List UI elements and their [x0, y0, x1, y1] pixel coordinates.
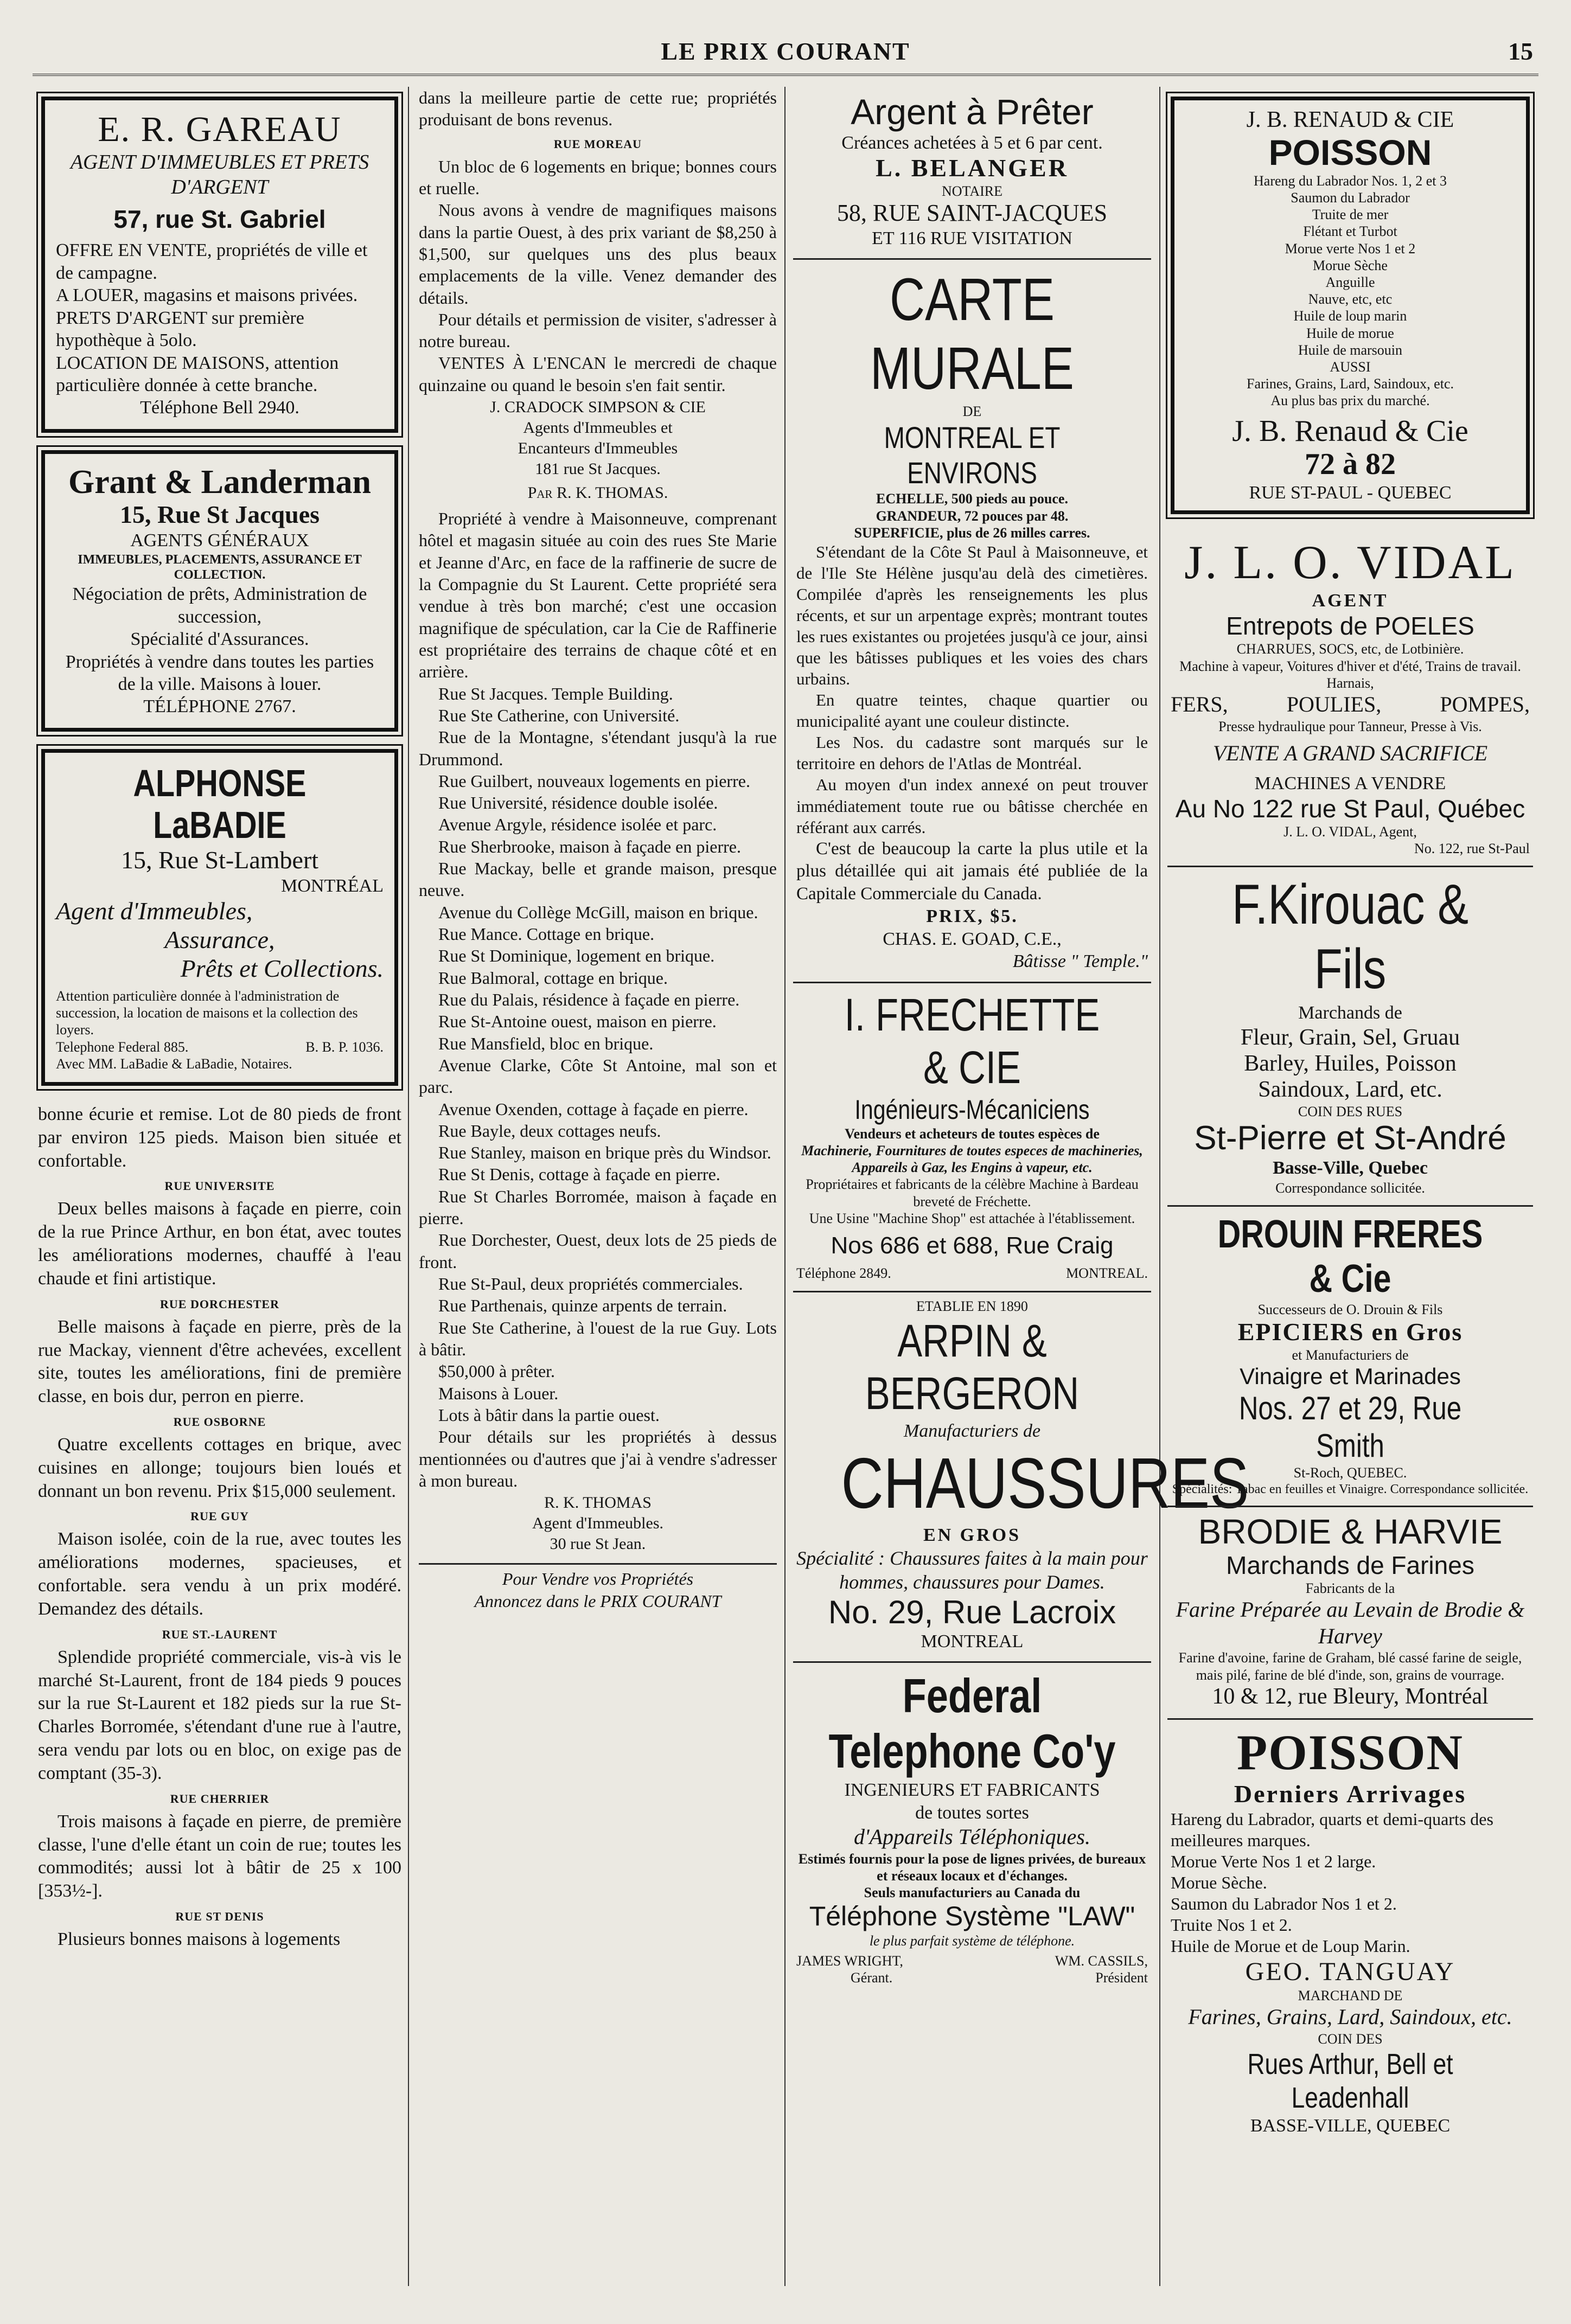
- tanguay-derniers: Derniers Arrivages: [1234, 1780, 1467, 1808]
- arpin-manufacturiers: Manufacturiers de: [903, 1420, 1041, 1441]
- property-list-item: Rue Sherbrooke, maison à façade en pierre.: [438, 836, 741, 856]
- property-list-item: $50,000 à prêter.: [438, 1361, 555, 1381]
- section-heading: RUE OSBORNE: [173, 1414, 266, 1429]
- grant-services: IMMEUBLES, PLACEMENTS, ASSURANCE ET COLLECTION.: [78, 552, 362, 582]
- renaud-ad: [1171, 97, 1530, 514]
- kirouac-line: Fleur, Grain, Sel, Gruau: [1240, 1025, 1460, 1050]
- tanguay-product-list: [1171, 1809, 1530, 1957]
- thomas-property-list: [419, 683, 777, 1492]
- renaud-product: Saumon du Labrador: [1291, 190, 1410, 206]
- federal-line: Estimés fournis pour la pose de lignes privées, de bureaux et réseaux locaux et d'échanges.: [798, 1851, 1146, 1884]
- federal-law: Téléphone Système "LAW": [809, 1901, 1135, 1932]
- section-heading: RUE MOREAU: [553, 137, 642, 151]
- drouin-line: et Manufacturiers de: [1292, 1347, 1409, 1363]
- carte-spec: ECHELLE, 500 pieds au pouce.: [876, 491, 1068, 507]
- vidal-presse: Presse hydraulique pour Tanneur, Presse à Vis.: [1218, 718, 1482, 734]
- kirouac-corr: Correspondance sollicitée.: [1275, 1180, 1425, 1196]
- renaud-product: Nauve, etc, etc: [1308, 291, 1393, 308]
- carte-para: En quatre teintes, chaque quartier ou municipalité ayant une couleur distincte.: [796, 690, 1148, 731]
- property-list-item: Pour détails sur les propriétés à dessus mentionnées ou d'autres que j'ai à vendre s'adresser à mon bureau.: [419, 1427, 777, 1490]
- thomas-signature: 30 rue St Jean.: [550, 1535, 646, 1553]
- property-list-item: Maisons à Louer.: [438, 1383, 559, 1403]
- renaud-head: J. B. RENAUD & CIE: [1246, 107, 1454, 132]
- arpin-ad: [793, 1292, 1249, 1663]
- federal-line: Seuls manufacturiers au Canada du: [864, 1885, 1081, 1901]
- moreau-para: Nous avons à vendre de magnifiques maisons dans la partie Ouest, à des prix variant de $8,250 à $1,500, sur quelques uns des plus beaux emplacements de la ville. Venez demander des détails.: [419, 200, 777, 308]
- carte-subtitle: MONTREAL ET ENVIRONS: [884, 420, 1061, 490]
- gareau-phone: Téléphone Bell 2940.: [140, 398, 299, 418]
- renaud-poisson: POISSON: [1268, 132, 1432, 173]
- tanguay-product: Huile de Morue et de Loup Marin.: [1171, 1936, 1410, 1956]
- arpin-en-gros: EN GROS: [923, 1525, 1021, 1546]
- frechette-line: Propriétaires et fabricants de la célèbre Machine à Bardeau breveté de Fréchette.: [806, 1176, 1139, 1209]
- property-list-item: Rue de la Montagne, s'étendant jusqu'à la rue Drummond.: [419, 727, 777, 769]
- tanguay-poisson: POISSON: [1237, 1725, 1464, 1781]
- vidal-signature: No. 122, rue St-Paul: [1414, 841, 1530, 857]
- frechette-name: I. FRECHETTE & CIE: [844, 989, 1100, 1093]
- gareau-address: 57, rue St. Gabriel: [113, 205, 326, 234]
- simpson-signature: 181 rue St Jacques.: [535, 460, 661, 478]
- federal-line: de toutes sortes: [915, 1802, 1029, 1823]
- property-list-item: Rue Mackay, belle et grande maison, presque neuve.: [419, 859, 777, 900]
- tanguay-coin: COIN DES: [1318, 2031, 1383, 2047]
- property-list-item: Rue St Jacques. Temple Building.: [438, 683, 673, 703]
- drouin-address: Nos. 27 et 29, Rue Smith: [1238, 1390, 1462, 1464]
- tanguay-goods: Farines, Grains, Lard, Saindoux, etc.: [1188, 2004, 1512, 2029]
- property-list-item: Lots à bâtir dans la partie ouest.: [438, 1405, 660, 1425]
- brodie-fabricants: Fabricants de la: [1305, 1580, 1395, 1596]
- renaud-product: Au plus bas prix du marché.: [1270, 393, 1430, 409]
- vidal-ad: [1167, 532, 1533, 867]
- brodie-farine: Farine Préparée au Levain de Brodie & Harvey: [1176, 1597, 1525, 1648]
- grant-line: Propriétés à vendre dans toutes les parties de la ville. Maisons à louer.: [65, 651, 374, 694]
- federal-name: Federal Telephone Co'y: [828, 1669, 1116, 1778]
- moreau-para: VENTES À L'ENCAN le mercredi de chaque quinzaine ou quand le besoin s'en fait sentir.: [419, 353, 777, 395]
- belanger-notaire: NOTAIRE: [941, 183, 1002, 199]
- renaud-product: Morue verte Nos 1 et 2: [1285, 240, 1416, 257]
- frechette-line: Vendeurs et acheteurs de toutes espèces de: [845, 1125, 1100, 1142]
- kirouac-streets: St-Pierre et St-André: [1194, 1119, 1506, 1157]
- grant-address: 15, Rue St Jacques: [119, 501, 320, 529]
- drouin-epiciers: EPICIERS en Gros: [1237, 1317, 1463, 1346]
- page-number: 15: [1508, 37, 1533, 65]
- labadie-note: Attention particulière donnée à l'administration de succession, la location de maisons et la collection des loyers.: [56, 988, 358, 1038]
- renaud-product: Flétant et Turbot: [1303, 223, 1397, 240]
- brodie-lines: Farine d'avoine, farine de Graham, blé cassé farine de seigle, mais pilé, farine de blé d'inde, son, grains de vourrage.: [1178, 1650, 1522, 1683]
- carte-goad: CHAS. E. GOAD, C.E.,: [883, 929, 1062, 949]
- section-text: Deux belles maisons à façade en pierre, coin de la rue Prince Arthur, en bon état, avec toutes les améliorations modernes, chauffé à l'eau chaude et fini artistique.: [38, 1199, 401, 1289]
- frechette-role: Ingénieurs-Mécaniciens: [854, 1094, 1090, 1125]
- labadie-name: ALPHONSE LaBADIE: [133, 761, 306, 846]
- labadie-city: MONTRÉAL: [281, 875, 384, 896]
- section-heading: RUE UNIVERSITE: [164, 1179, 275, 1193]
- drouin-line: Vinaigre et Marinades: [1240, 1363, 1461, 1390]
- section-heading: RUE GUY: [190, 1509, 249, 1523]
- frechette-ad: [793, 983, 1151, 1292]
- property-list-item: Rue St-Paul, deux propriétés commerciales.: [438, 1274, 743, 1294]
- property-list-item: Avenue du Collège McGill, maison en brique.: [438, 902, 758, 922]
- renaud-product: Hareng du Labrador Nos. 1, 2 et 3: [1254, 172, 1447, 189]
- thomas-signature: Agent d'Immeubles.: [532, 1514, 664, 1533]
- renaud-product-list: [1182, 172, 1518, 409]
- carte-price: PRIX, $5.: [926, 906, 1018, 927]
- property-list-item: Avenue Oxenden, cottage à façade en pierre.: [438, 1099, 749, 1119]
- column-4: [1162, 87, 1538, 2286]
- labadie-role: Prêts et Collections.: [180, 955, 384, 983]
- gareau-name: E. R. GAREAU: [98, 110, 342, 149]
- vidal-signature: J. L. O. VIDAL, Agent,: [1283, 824, 1417, 840]
- col1-intro: bonne écurie et remise. Lot de 80 pieds de front par environ 125 pieds. Maison bien située et confortable.: [38, 1104, 401, 1171]
- brodie-address: 10 & 12, rue Bleury, Montréal: [1212, 1683, 1489, 1709]
- vidal-line: CHARRUES, SOCS, etc, de Lotbinière.: [1236, 641, 1464, 657]
- thomas-signature: R. K. THOMAS: [544, 1494, 652, 1512]
- drouin-city: St-Roch, QUEBEC.: [1293, 1465, 1407, 1481]
- carte-title: CARTE MURALE: [870, 266, 1074, 402]
- vidal-vente: VENTE A GRAND SACRIFICE: [1212, 740, 1488, 765]
- gareau-line: A LOUER, magasins et maisons privées.: [56, 285, 358, 306]
- vidal-address: Au No 122 rue St Paul, Québec: [1175, 795, 1525, 823]
- section-text: Plusieurs bonnes maisons à logements: [58, 1929, 341, 1950]
- grant-phone: TÉLÉPHONE 2767.: [143, 696, 296, 717]
- brodie-name: BRODIE & HARVIE: [1198, 1512, 1503, 1552]
- renaud-product: Farines, Grains, Lard, Saindoux, etc.: [1247, 376, 1454, 392]
- arpin-founded: ETABLIE EN 1890: [916, 1298, 1028, 1314]
- labadie-role: Agent d'Immeubles,: [56, 897, 253, 925]
- grant-name: Grant & Landerman: [68, 463, 371, 501]
- drouin-specialites: Spécialités: Tabac en feuilles et Vinaigre. Correspondance sollicitée.: [1172, 1482, 1529, 1496]
- moreau-para: Un bloc de 6 logements en brique; bonnes cours et ruelle.: [419, 156, 777, 198]
- frechette-line: Machinerie, Fournitures de toutes especes de machineries,: [801, 1142, 1143, 1158]
- simpson-signature: Encanteurs d'Immeubles: [518, 439, 678, 458]
- vidal-poulies: POULIES,: [1286, 692, 1382, 716]
- carte-para: C'est de beaucoup la carte la plus utile et la plus détaillée qui ait jamais été publiée de la Capitale Commerciale du Canada.: [796, 838, 1148, 904]
- renaud-product: Huile de marsouin: [1298, 342, 1403, 358]
- simpson-signature: J. CRADOCK SIMPSON & CIE: [490, 398, 706, 417]
- tanguay-product: Hareng du Labrador, quarts et demi-quarts des meilleures marques.: [1171, 1809, 1493, 1851]
- column-divider: [408, 87, 409, 2286]
- federal-president-title: Président: [1095, 1970, 1148, 1986]
- grant-line: Spécialité d'Assurances.: [130, 629, 309, 650]
- renaud-product: Huile de loup marin: [1293, 308, 1407, 324]
- carte-para: S'étendant de la Côte St Paul à Maisonneuve, et de l'Ile Ste Hélène jusqu'au delà des cimetières. Compilée d'après les renseignements les plus récents, et sur un arpentage exprès; montrant toutes les rues existantes ou projetées jusqu'à ce jour, ainsi que les bâtisses publiques et les voies des chars urbains.: [796, 542, 1148, 689]
- kirouac-name: F.Kirouac & Fils: [1231, 873, 1469, 1001]
- vidal-fers: FERS,: [1171, 692, 1228, 716]
- renaud-product: Anguille: [1325, 274, 1375, 291]
- property-list-item: Rue Guilbert, nouveaux logements en pierre.: [438, 771, 750, 791]
- vidal-agent: AGENT: [1312, 590, 1389, 611]
- renaud-product: Truite de mer: [1312, 207, 1389, 223]
- footer-promo: Annoncez dans le PRIX COURANT: [474, 1591, 721, 1611]
- kirouac-city: Basse-Ville, Quebec: [1273, 1158, 1428, 1179]
- drouin-successeurs: Successeurs de O. Drouin & Fils: [1257, 1301, 1443, 1317]
- property-list-item: Rue Bayle, deux cottages neufs.: [438, 1121, 661, 1141]
- kirouac-line: Barley, Huiles, Poisson: [1244, 1051, 1457, 1077]
- tanguay-product: Saumon du Labrador Nos 1 et 2.: [1171, 1894, 1397, 1914]
- moreau-para: Pour détails et permission de visiter, s'adresser à notre bureau.: [419, 309, 777, 351]
- property-list-item: Rue Stanley, maison en brique près du Windsor.: [438, 1143, 771, 1163]
- kirouac-line: COIN DES RUES: [1298, 1103, 1403, 1119]
- thomas-byline: Par R. K. THOMAS.: [527, 484, 668, 502]
- drouin-ad: [1167, 1207, 1533, 1508]
- labadie-box: B. B. P. 1036.: [305, 1039, 384, 1055]
- gareau-line: PRETS D'ARGENT sur première hypothèque à 5olo.: [56, 308, 304, 351]
- federal-president: WM. CASSILS,: [1055, 1953, 1148, 1969]
- section-text: Belle maisons à façade en pierre, près de la rue Mackay, viennent d'être achevées, excellent site, toutes les améliorations, fini de première classe, en bois dur, perron en pierre.: [38, 1316, 401, 1407]
- frechette-address: Nos 686 et 688, Rue Craig: [831, 1232, 1114, 1259]
- header-rule: [33, 74, 1538, 76]
- carte-murale-ad: [793, 260, 1151, 983]
- carte-para: Les Nos. du cadastre sont marqués sur le territoire en dehors de l'Atlas de Montréal.: [796, 733, 1148, 773]
- labadie-phone: Telephone Federal 885.: [56, 1039, 189, 1055]
- renaud-product: AUSSI: [1330, 358, 1371, 375]
- carte-para: Au moyen d'un index annexé on peut trouver immédiatement toute rue ou bâtisse cherchée en référant aux carrés.: [796, 775, 1148, 837]
- tanguay-marchand: MARCHAND DE: [1298, 1987, 1403, 2003]
- renaud-product: Huile de morue: [1306, 325, 1394, 341]
- grant-role: AGENTS GÉNÉRAUX: [130, 530, 309, 551]
- argent-title: Argent à Prêter: [851, 92, 1094, 132]
- grant-line: Négociation de prêts, Administration de succession,: [72, 584, 367, 627]
- tanguay-ad: [1167, 1720, 1533, 2146]
- federal-law-sub: le plus parfait système de téléphone.: [869, 1932, 1075, 1949]
- vidal-name: J. L. O. VIDAL: [1184, 536, 1516, 590]
- section-text: Maison isolée, coin de la rue, avec toutes les améliorations modernes, spacieuses, et confortable. sera vendu à un prix modéré. Demandez des détails.: [38, 1529, 401, 1619]
- section-heading: RUE ST.-LAURENT: [162, 1627, 278, 1641]
- frechette-phone: Téléphone 2849.: [796, 1265, 891, 1282]
- renaud-product: Morue Sèche: [1313, 257, 1388, 273]
- tanguay-product: Truite Nos 1 et 2.: [1171, 1915, 1292, 1935]
- property-list-item: Rue Mansfield, bloc en brique.: [438, 1033, 654, 1053]
- property-list-item: Rue Dorchester, Ouest, deux lots de 25 pieds de front.: [419, 1230, 777, 1272]
- carte-spec: SUPERFICIE, plus de 26 milles carres.: [854, 524, 1090, 541]
- section-text: Trois maisons à façade en pierre, de première classe, l'une d'elle étant un coin de rue; toutes les commodités; aussi lot à bâtir de 25 x 100 [353½-].: [38, 1811, 401, 1902]
- belanger-name: L. BELANGER: [876, 154, 1069, 182]
- simpson-signature: Agents d'Immeubles et: [523, 419, 673, 437]
- column-divider: [784, 87, 785, 2286]
- arpin-city: MONTREAL: [921, 1631, 1024, 1651]
- vidal-entrepots: Entrepots de POELES: [1226, 612, 1474, 641]
- renaud-name: J. B. Renaud & Cie: [1232, 414, 1468, 448]
- labadie-ad: [41, 749, 398, 1086]
- tanguay-product: Morue Sèche.: [1171, 1873, 1267, 1893]
- property-list-item: Rue St Denis, cottage à façade en pierre.: [438, 1164, 720, 1185]
- thomas-intro: Propriété à vendre à Maisonneuve, comprenant hôtel et magasin située au coin des rues Ste Marie et Jeanne d'Arc, en face de la raffinerie de sucre de la Compagnie du St Laurent. Cette propriété sera vendue à très bon marché; c'est une occasion magnifique de spéculation, car la Cie de Raffinerie est propriétaire des terrains de chaque côté et en arrière.: [419, 509, 777, 682]
- tanguay-name: GEO. TANGUAY: [1245, 1957, 1455, 1987]
- property-list-item: Avenue Clarke, Côte St Antoine, mal son et parc.: [419, 1055, 777, 1097]
- labadie-notaires: Avec MM. LaBadie & LaBadie, Notaires.: [56, 1055, 292, 1072]
- carte-spec: GRANDEUR, 72 pouces par 48.: [876, 508, 1069, 524]
- kirouac-line: Marchands de: [1298, 1003, 1402, 1023]
- belanger-ad: [793, 87, 1151, 260]
- gareau-line: OFFRE EN VENTE, propriétés de ville et de campagne.: [56, 240, 368, 283]
- federal-line: INGENIEURS ET FABRICANTS: [844, 1780, 1100, 1801]
- argent-sub: Créances achetées à 5 et 6 par cent.: [841, 132, 1103, 153]
- section-heading: RUE CHERRIER: [170, 1791, 270, 1806]
- arpin-specialite: Spécialité : Chaussures faites à la main pour hommes, chaussures pour Dames.: [796, 1547, 1148, 1593]
- newspaper-title: LE PRIX COURANT: [661, 37, 910, 65]
- kirouac-ad: [1167, 867, 1533, 1206]
- property-list-item: Rue Parthenais, quinze arpents de terrain.: [438, 1296, 727, 1316]
- gareau-ad: [41, 97, 398, 433]
- carte-de: DE: [962, 404, 982, 420]
- property-list-item: Rue St Dominique, logement en brique.: [438, 946, 715, 966]
- section-text: Splendide propriété commerciale, vis-à vis le marché St-Laurent, front de 184 pieds 9 pouces sur la rue St-Laurent et 182 pieds sur la rue St-Charles Borromée, s'étendant d'une rue à l'autre, sera vendu par lots ou en bloc, on exige pas de comptant (35-3).: [38, 1647, 401, 1783]
- brodie-sub: Marchands de Farines: [1226, 1551, 1474, 1579]
- column-1: [33, 87, 407, 2286]
- grant-ad: [41, 450, 398, 732]
- federal-manager-title: Gérant.: [851, 1970, 893, 1986]
- renaud-number: 72 à 82: [1305, 447, 1396, 482]
- property-list-item: Rue du Palais, résidence à façade en pierre.: [438, 989, 740, 1009]
- property-list-item: Rue Ste Catherine, con Université.: [438, 705, 680, 725]
- federal-telephone-ad: [793, 1663, 1151, 1995]
- arpin-chaussures: CHAUSSURES: [841, 1443, 1249, 1523]
- labadie-address: 15, Rue St-Lambert: [120, 846, 319, 874]
- arpin-address: No. 29, Rue Lacroix: [828, 1593, 1116, 1630]
- property-list-item: Rue Ste Catherine, à l'ouest de la rue Guy. Lots à bâtir.: [419, 1317, 777, 1359]
- gareau-line: LOCATION DE MAISONS, attention particulière donnée à cette branche.: [56, 353, 339, 396]
- section-heading: RUE ST DENIS: [175, 1910, 264, 1924]
- carte-batisse: Bâtisse " Temple.": [1012, 951, 1148, 972]
- col2-intro: dans la meilleure partie de cette rue; propriétés produisant de bons revenus.: [419, 88, 777, 130]
- property-list-item: Rue Balmoral, cottage en brique.: [438, 968, 668, 988]
- tanguay-product: Morue Verte Nos 1 et 2 large.: [1171, 1852, 1376, 1872]
- property-list-item: Rue St Charles Borromée, maison à façade en pierre.: [419, 1186, 777, 1228]
- brodie-ad: [1167, 1507, 1533, 1720]
- section-heading: RUE DORCHESTER: [160, 1297, 279, 1311]
- property-list-item: Rue Mance. Cottage en brique.: [438, 924, 655, 944]
- frechette-city: MONTREAL.: [1066, 1265, 1148, 1282]
- column-divider: [1159, 87, 1160, 2286]
- column-2: [413, 87, 782, 2286]
- property-list-item: Avenue Argyle, résidence isolée et parc.: [438, 815, 717, 835]
- footer-promo: Pour Vendre vos Propriétés: [502, 1569, 694, 1589]
- tanguay-city: BASSE-VILLE, QUEBEC: [1250, 2115, 1451, 2136]
- labadie-role: Assurance,: [164, 926, 275, 954]
- kirouac-line: Saindoux, Lard, etc.: [1258, 1077, 1442, 1103]
- frechette-line: Une Usine "Machine Shop" est attachée à l'établissement.: [809, 1210, 1135, 1226]
- gareau-role: AGENT D'IMMEUBLES ET PRETS D'ARGENT: [70, 150, 369, 199]
- frechette-line: Appareils à Gaz, les Engins à vapeur, etc.: [852, 1160, 1093, 1176]
- masthead: [33, 33, 1538, 76]
- vidal-machines: MACHINES A VENDRE: [1254, 773, 1446, 793]
- drouin-name: DROUIN FRERES & Cie: [1217, 1212, 1483, 1301]
- federal-manager: JAMES WRIGHT,: [796, 1953, 903, 1969]
- belanger-address: 58, RUE SAINT-JACQUES: [836, 200, 1108, 227]
- vidal-line: Machine à vapeur, Voitures d'hiver et d'été, Trains de travail. Harnais,: [1179, 658, 1521, 691]
- property-list-item: Rue Université, résidence double isolée.: [438, 793, 718, 813]
- renaud-address: RUE ST-PAUL - QUEBEC: [1249, 482, 1452, 503]
- belanger-address: ET 116 RUE VISITATION: [872, 228, 1072, 248]
- vidal-pompes: POMPES,: [1440, 692, 1530, 716]
- federal-line: d'Appareils Téléphoniques.: [854, 1824, 1090, 1849]
- tanguay-streets: Rues Arthur, Bell et Leadenhall: [1247, 2047, 1453, 2114]
- property-list-item: Rue St-Antoine ouest, maison en pierre.: [438, 1011, 717, 1032]
- arpin-name: ARPIN & BERGERON: [865, 1315, 1080, 1419]
- section-text: Quatre excellents cottages en brique, avec cuisines en allonge; toujours bien loués et donnant un bon revenu. Prix $15,000 seulement.: [38, 1434, 401, 1501]
